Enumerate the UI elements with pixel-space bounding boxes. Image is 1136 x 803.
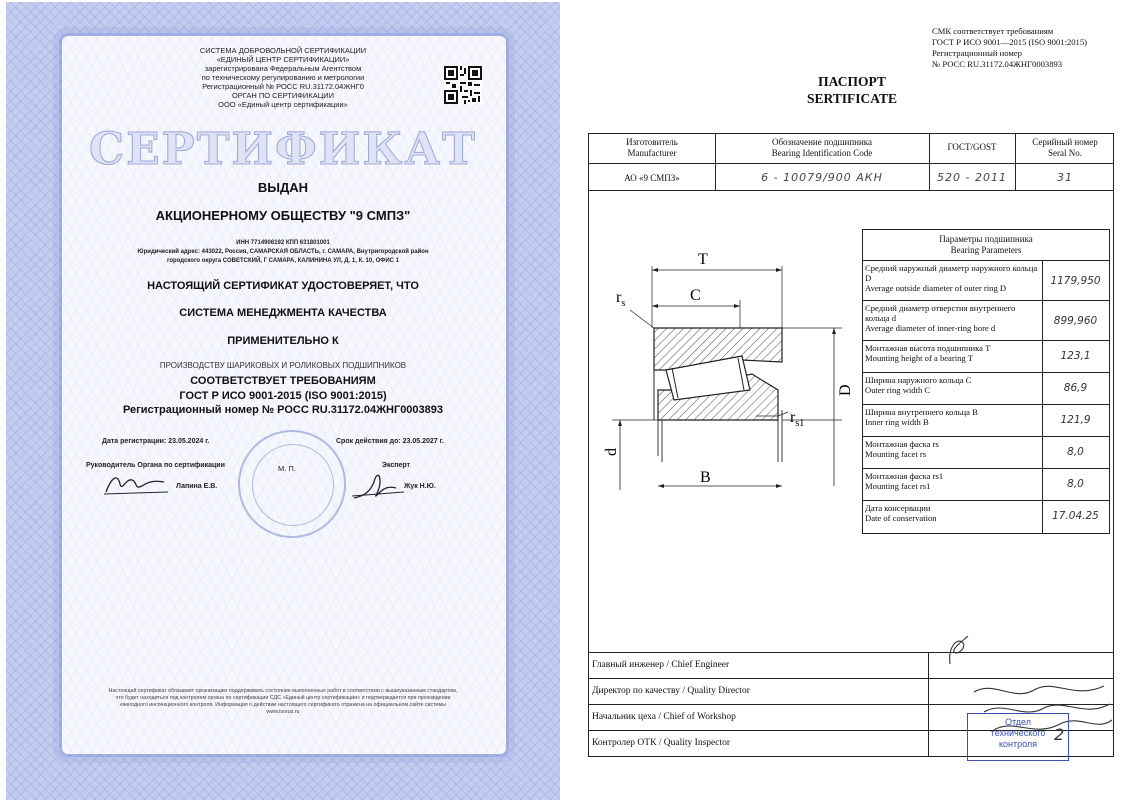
- head-signature: [102, 470, 172, 498]
- param-row-bore-diameter: Средний диаметр отверстия внутреннего кольца d Average diameter of inner-ring bore d 899,960: [863, 301, 1109, 341]
- stamp-label: М. П.: [278, 464, 296, 473]
- dim-rs1-label: $r_{s1}$: [790, 409, 805, 429]
- param-row-outer-width: Ширина наружного кольца C Outer ring width C 86,9: [863, 373, 1109, 405]
- registration-number: Регистрационный номер № РОСС RU.31172.04ЖНГ0003893: [122, 404, 444, 416]
- smk-line: Регистрационный номер: [932, 48, 1022, 58]
- certificate-footer-line: www.isorus.ru: [266, 709, 300, 715]
- company-details-line: Юридический адрес: 443022, Россия, САМАРСКАЯ ОБЛАСТЬ, г. САМАРА, Внутригородской район: [137, 249, 429, 255]
- dim-d-label: d: [603, 448, 620, 456]
- dim-rs-label: $r_s$: [616, 289, 626, 309]
- dim-B-label: B: [700, 469, 711, 486]
- expert-label: Эксперт: [382, 462, 411, 469]
- signatory-row: Директор по качеству / Quality Director: [588, 678, 1114, 704]
- certificate-footer-line: Настоящий сертификат обязывает организацию поддерживать состояние выполненных работ в соответствии с вышеуказанным стандартом,: [108, 688, 458, 694]
- production-scope: ПРОИЗВОДСТВУ ШАРИКОВЫХ И РОЛИКОВЫХ ПОДШИПНИКОВ: [159, 361, 407, 370]
- management-system: СИСТЕМА МЕНЕДЖМЕНТА КАЧЕСТВА: [179, 307, 387, 319]
- company-name: АКЦИОНЕРНОМУ ОБЩЕСТВУ "9 СМПЗ": [155, 208, 411, 223]
- certificate-title: СЕРТИФИКАТ: [89, 124, 477, 175]
- passport-document: [572, 0, 1136, 803]
- param-row-mounting-height: Монтажная высота подшипника T Mounting height of a bearing T 123,1: [863, 341, 1109, 373]
- registration-date: Дата регистрации: 23.05.2024 г.: [102, 438, 210, 445]
- passport-title-ru: ПАСПОРТ: [818, 74, 886, 89]
- conforms-label: СООТВЕТСТВУЕТ ТРЕБОВАНИЯМ: [190, 375, 376, 387]
- certificate-header-line: «ЕДИНЫЙ ЦЕНТР СЕРТИФИКАЦИИ»: [216, 55, 350, 64]
- smk-line: № РОСС RU.31172.04ЖНГ0003893: [932, 59, 1063, 69]
- certificate-document: [6, 2, 560, 800]
- qr-code-icon: [444, 66, 482, 104]
- certifies-statement: НАСТОЯЩИЙ СЕРТИФИКАТ УДОСТОВЕРЯЕТ, ЧТО: [147, 280, 419, 292]
- smk-line: СМК соответствует требованиям: [932, 26, 1054, 36]
- certificate-header-line: Регистрационный № РОСС RU.31172.04ЖНГ0: [202, 82, 364, 91]
- inspection-stamp: Отдел технического контроля: [967, 713, 1069, 761]
- parameters-table-header: Параметры подшипника Bearing Parameters: [863, 230, 1109, 261]
- param-row-conservation-date: Дата консервации Date of conservation 17.04.25: [863, 501, 1109, 533]
- col-header-manufacturer: Изготовитель Manufacturer: [626, 137, 678, 158]
- dim-C-label: C: [690, 287, 701, 304]
- certification-seal: [238, 430, 346, 538]
- certificate-header-line: зарегистрирована Федеральным Агентством: [204, 64, 362, 73]
- param-row-facet-rs: Монтажная фаска rs Mounting facet rs 8,0: [863, 437, 1109, 469]
- identification-table: [588, 133, 1114, 191]
- param-row-inner-width: Ширина внутреннего кольца B Inner ring width B 121,9: [863, 405, 1109, 437]
- company-details-line: городского округа СОВЕТСКИЙ, Г САМАРА, КАЛИНИНА УЛ, Д. 1, К. 10, ОФИС 1: [166, 258, 400, 264]
- smk-line: ГОСТ Р ИСО 9001—2015 (ISO 9001:2015): [932, 37, 1088, 47]
- standard-name: ГОСТ Р ИСО 9001-2015 (ISO 9001:2015): [179, 390, 387, 402]
- bearing-code-value: 6 - 10079/900 АКН: [761, 171, 883, 184]
- gost-value: 520 - 2011: [937, 171, 1007, 184]
- param-row-facet-rs1: Монтажная фаска rs1 Mounting facet rs1 8,0: [863, 469, 1109, 501]
- validity-date: Срок действия до: 23.05.2027 г.: [336, 438, 444, 445]
- certificate-header-line: ООО «Единый центр сертификации»: [218, 100, 348, 109]
- head-of-body-label: Руководитель Органа по сертификации: [86, 462, 225, 469]
- bearing-cross-section-diagram: [602, 240, 862, 502]
- expert-signature: [350, 468, 406, 504]
- col-header-gost: ГОСТ/GOST: [947, 142, 997, 152]
- serial-value: 31: [1057, 171, 1073, 184]
- chief-engineer-signature: [944, 634, 974, 668]
- head-name: Лапина Е.В.: [176, 483, 218, 490]
- dim-T-label: T: [698, 251, 708, 268]
- bearing-parameters-table: [862, 229, 1110, 534]
- certificate-footer-line: ежегодного инспекционного контроля. Информация о действии настоящего сертификата отражена на официальном сайте системы: [120, 702, 446, 708]
- expert-name: Жук Н.Ю.: [404, 483, 436, 490]
- certificate-header-line: СИСТЕМА ДОБРОВОЛЬНОЙ СЕРТИФИКАЦИИ: [199, 46, 367, 55]
- signatory-row: Контролер ОТК / Quality Inspector: [588, 730, 1114, 756]
- manufacturer-value: АО «9 СМПЗ»: [624, 173, 680, 183]
- stamp-number: 2: [1054, 725, 1065, 744]
- certificate-header-line: ОРГАН ПО СЕРТИФИКАЦИИ: [231, 91, 335, 100]
- dim-D-label: D: [837, 384, 854, 396]
- col-header-serial: Серийный номер Seral No.: [1032, 137, 1098, 158]
- issued-label: ВЫДАН: [257, 180, 309, 195]
- certificate-header-line: по техническому регулированию и метрологии: [201, 73, 365, 82]
- signatory-row: Главный инженер / Chief Engineer: [588, 652, 1114, 678]
- passport-title-en: SERTIFICATE: [806, 91, 898, 106]
- certificate-footer-line: что будет находиться под контролем органа по сертификации СДС «Единый центр сертификации» и подтверждается при прохождении: [115, 695, 451, 701]
- signatory-row: Начальник цеха / Chief of Workshop: [588, 704, 1114, 730]
- col-header-code: Обозначение подшипника Bearing Identification Code: [771, 137, 873, 158]
- param-row-outer-diameter: Средний наружный диаметр наружного кольца D Average outside diameter of outer ring D 1179,950: [863, 261, 1109, 301]
- company-details-line: ИНН 7714906192 КПП 631801001: [236, 240, 330, 246]
- applied-to: ПРИМЕНИТЕЛЬНО К: [227, 335, 339, 347]
